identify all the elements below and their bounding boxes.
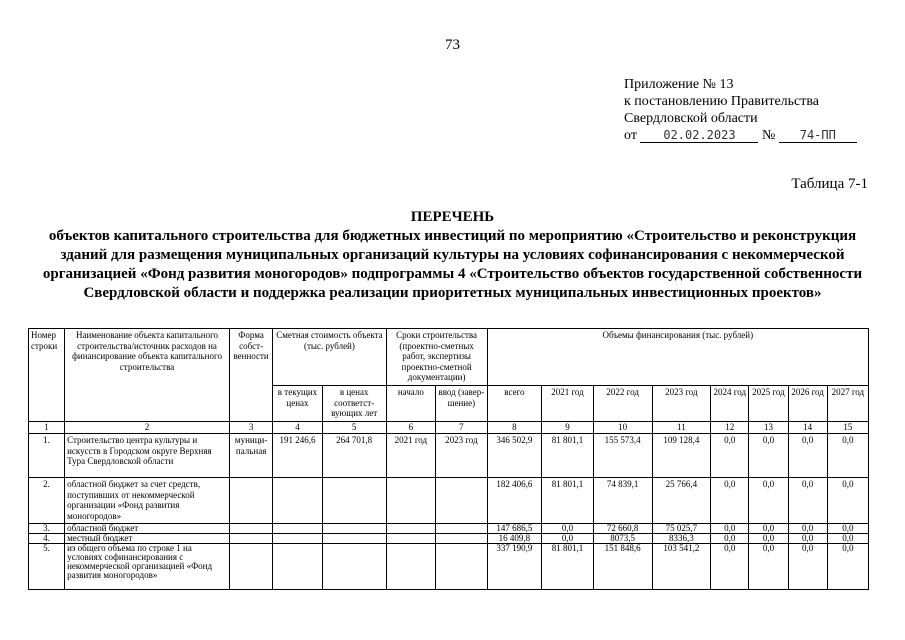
cell-name: местный бюджет — [65, 534, 230, 544]
header-start: начало — [386, 386, 435, 422]
cell-y2024: 0,0 — [711, 534, 749, 544]
appendix-block — [624, 76, 857, 144]
cell-end — [436, 478, 488, 524]
cell-y2027: 0,0 — [827, 534, 868, 544]
header-year: 2026 год — [788, 386, 827, 422]
cell-start — [386, 544, 435, 590]
header-ownership: Форма собст-венности — [229, 329, 272, 422]
column-number-row — [29, 422, 869, 434]
cell-name: из общего объема по строке 1 на условиях софинансирования с некоммерческой организацией «Фонд развития моногородов» — [65, 544, 230, 590]
heading-line-1: объектов капитального строительства для бюджетных инвестиций по мероприятию «Строительство и реконструкция — [48, 228, 857, 244]
cell-y2021: 81 801,1 — [542, 544, 594, 590]
column-number: 9 — [542, 422, 594, 434]
cell-cost-current — [273, 544, 322, 590]
cell-y2023: 25 766,4 — [652, 478, 711, 524]
cell-y2027: 0,0 — [827, 544, 868, 590]
column-number: 15 — [827, 422, 868, 434]
cell-y2022: 155 573,4 — [593, 434, 652, 478]
cell-no: 2. — [29, 478, 65, 524]
column-number: 10 — [593, 422, 652, 434]
cell-form — [229, 534, 272, 544]
appendix-line-1: Приложение № 13 — [624, 77, 734, 92]
column-number: 6 — [386, 422, 435, 434]
heading-line-4: Свердловской области и поддержка реализации приоритетных муниципальных инвестиционных проектов» — [83, 285, 822, 301]
appendix-line-3: Свердловской области — [624, 111, 758, 126]
document-heading — [20, 208, 885, 303]
cell-cost-relevant — [322, 524, 386, 534]
cell-no: 4. — [29, 534, 65, 544]
cell-y2025: 0,0 — [749, 544, 788, 590]
header-financing: Объемы финансирования (тыс. рублей) — [487, 329, 868, 386]
column-number: 1 — [29, 422, 65, 434]
cell-end — [436, 534, 488, 544]
header-total: всего — [487, 386, 542, 422]
column-number: 8 — [487, 422, 542, 434]
table-row — [29, 478, 869, 524]
cell-no: 1. — [29, 434, 65, 478]
cell-y2026: 0,0 — [788, 434, 827, 478]
table-body — [29, 434, 869, 590]
cell-end — [436, 544, 488, 590]
cell-y2023: 103 541,2 — [652, 544, 711, 590]
cell-cost-relevant — [322, 478, 386, 524]
financing-table — [28, 328, 869, 590]
column-number: 2 — [65, 422, 230, 434]
table-row — [29, 534, 869, 544]
heading-line-3: организацией «Фонд развития моногородов» подпрограммы 4 «Строительство объектов государственной собственности — [42, 266, 863, 282]
header-year: 2025 год — [749, 386, 788, 422]
column-number: 11 — [652, 422, 711, 434]
cell-y2023: 109 128,4 — [652, 434, 711, 478]
cell-name: областной бюджет — [65, 524, 230, 534]
page-number: 73 — [445, 37, 460, 53]
cell-y2024: 0,0 — [711, 544, 749, 590]
cell-y2026: 0,0 — [788, 544, 827, 590]
cell-y2022: 72 660,8 — [593, 524, 652, 534]
cell-y2021: 81 801,1 — [542, 478, 594, 524]
column-number: 4 — [273, 422, 322, 434]
cell-y2025: 0,0 — [749, 434, 788, 478]
cell-form — [229, 524, 272, 534]
header-year: 2022 год — [593, 386, 652, 422]
appendix-line-2: к постановлению Правительства — [624, 94, 820, 109]
cell-cost-current — [273, 524, 322, 534]
header-end: ввод (завер-шение) — [436, 386, 488, 422]
number-prefix: № — [761, 128, 776, 143]
cell-y2023: 8336,3 — [652, 534, 711, 544]
cell-name: областной бюджет за счет средств, поступивших от некоммерческой организации «Фонд развития моногородов» — [65, 478, 230, 524]
cell-end — [436, 524, 488, 534]
cell-y2025: 0,0 — [749, 478, 788, 524]
header-year: 2024 год — [711, 386, 749, 422]
cell-y2027: 0,0 — [827, 524, 868, 534]
cell-cost-relevant — [322, 544, 386, 590]
cell-y2024: 0,0 — [711, 478, 749, 524]
cell-start — [386, 478, 435, 524]
cell-name: Строительство центра культуры и искусств в Городском округе Верхняя Тура Свердловской области — [65, 434, 230, 478]
cell-form — [229, 478, 272, 524]
cell-cost-relevant: 264 701,8 — [322, 434, 386, 478]
cell-y2021: 81 801,1 — [542, 434, 594, 478]
column-number: 7 — [436, 422, 488, 434]
cell-cost-current — [273, 478, 322, 524]
column-number: 13 — [749, 422, 788, 434]
cell-end: 2023 год — [436, 434, 488, 478]
cell-form — [229, 544, 272, 590]
header-cost-relevant: в ценах соответст-вующих лет — [322, 386, 386, 422]
header-year: 2021 год — [542, 386, 594, 422]
column-number: 3 — [229, 422, 272, 434]
decree-number: 74-ПП — [779, 128, 857, 143]
cell-y2022: 151 848,6 — [593, 544, 652, 590]
cell-y2027: 0,0 — [827, 434, 868, 478]
cell-start: 2021 год — [386, 434, 435, 478]
cell-y2022: 74 839,1 — [593, 478, 652, 524]
cell-start — [386, 524, 435, 534]
cell-total: 182 406,6 — [487, 478, 542, 524]
cell-total: 337 190,9 — [487, 544, 542, 590]
header-estimated-cost: Сметная стоимость объекта (тыс. рублей) — [273, 329, 386, 386]
table-row — [29, 544, 869, 590]
cell-start — [386, 534, 435, 544]
cell-y2023: 75 025,7 — [652, 524, 711, 534]
column-number: 14 — [788, 422, 827, 434]
cell-y2021: 0,0 — [542, 534, 594, 544]
header-year: 2023 год — [652, 386, 711, 422]
cell-y2025: 0,0 — [749, 524, 788, 534]
cell-y2026: 0,0 — [788, 478, 827, 524]
cell-y2024: 0,0 — [711, 434, 749, 478]
cell-no: 5. — [29, 544, 65, 590]
column-number: 12 — [711, 422, 749, 434]
cell-cost-current: 191 246,6 — [273, 434, 322, 478]
table-label: Таблица 7-1 — [791, 176, 868, 192]
column-number: 5 — [322, 422, 386, 434]
table-row — [29, 524, 869, 534]
cell-total: 147 686,5 — [487, 524, 542, 534]
cell-y2021: 0,0 — [542, 524, 594, 534]
heading-main: ПЕРЕЧЕНЬ — [410, 209, 495, 225]
decree-date: 02.02.2023 — [640, 128, 758, 143]
cell-y2027: 0,0 — [827, 478, 868, 524]
cell-total: 346 502,9 — [487, 434, 542, 478]
cell-y2025: 0,0 — [749, 534, 788, 544]
cell-cost-current — [273, 534, 322, 544]
cell-y2026: 0,0 — [788, 524, 827, 534]
header-object-name: Наименование объекта капитального строительства/источник расходов на финансирование объекта капитального строительства — [65, 329, 230, 422]
header-cost-current: в текущих ценах — [273, 386, 322, 422]
cell-no: 3. — [29, 524, 65, 534]
appendix-date-line — [624, 127, 857, 144]
cell-y2022: 8073,5 — [593, 534, 652, 544]
cell-form: муници-пальная — [229, 434, 272, 478]
header-row-number: Номер строки — [29, 329, 65, 422]
header-construction-terms: Сроки строительства (проектно-сметных работ, экспертизы проектно-сметной документации) — [386, 329, 487, 386]
header-year: 2027 год — [827, 386, 868, 422]
date-prefix: от — [624, 128, 637, 143]
cell-cost-relevant — [322, 534, 386, 544]
cell-y2024: 0,0 — [711, 524, 749, 534]
cell-y2026: 0,0 — [788, 534, 827, 544]
table-row — [29, 434, 869, 478]
heading-line-2: зданий для размещения муниципальных организаций культуры на условиях софинансирования с некоммерческой — [60, 247, 845, 263]
cell-total: 16 409,8 — [487, 534, 542, 544]
